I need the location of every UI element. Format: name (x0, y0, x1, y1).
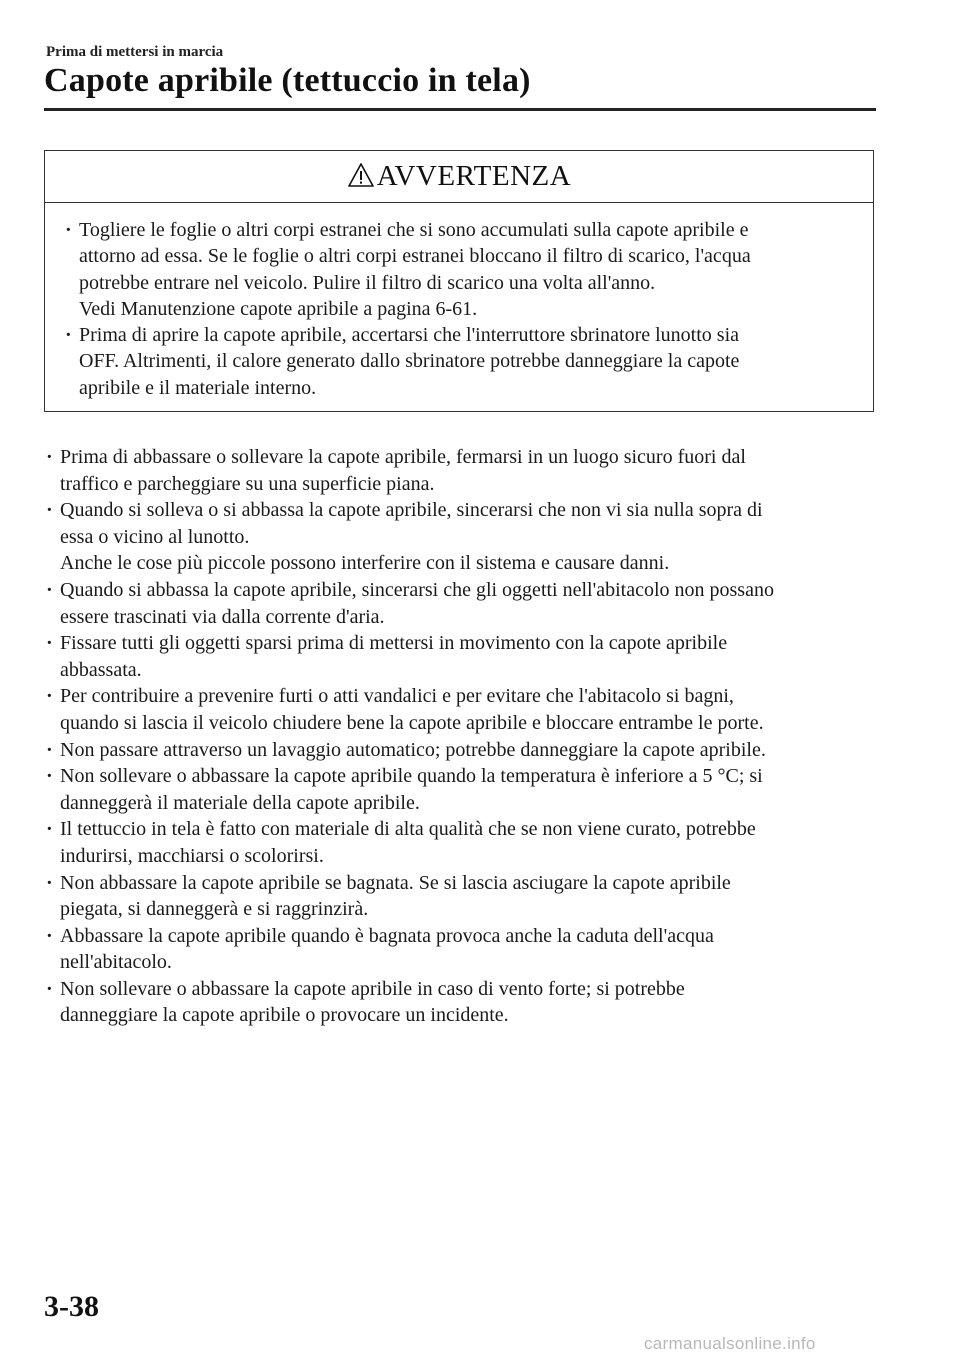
list-item (46, 683, 876, 736)
list-item-line: piegata, si danneggerà e si raggrinzirà. (60, 898, 369, 921)
list-item (46, 737, 876, 764)
list-item-line: essa o vicino al lunotto. (60, 525, 250, 548)
list-item-line: · Fissare tutti gli oggetti sparsi prima di mettersi in movimento con la capote apribile (60, 632, 728, 655)
list-item-line: · Il tettuccio in tela è fatto con materiale di alta qualità che se non viene curato, potrebbe (60, 818, 756, 841)
warning-header (45, 151, 873, 203)
list-item-line: · Non sollevare o abbassare la capote apribile quando la temperatura è inferiore a 5 °C; si (60, 765, 763, 788)
list-item-line: danneggiare la capote apribile o provocare un incidente. (60, 1004, 509, 1027)
list-item (46, 816, 876, 869)
list-item-line: attorno ad essa. Se le foglie o altri corpi estranei bloccano il filtro di scarico, l'acqua (79, 245, 751, 268)
list-item-line: · Quando si solleva o si abbassa la capote apribile, sincerarsi che non vi sia nulla sopra di (60, 499, 763, 522)
list-item-line: indurirsi, macchiarsi o scolorirsi. (60, 844, 324, 867)
list-item-line: OFF. Altrimenti, il calore generato dallo sbrinatore potrebbe danneggiare la capote (79, 350, 740, 373)
list-item-line: nell'abitacolo. (60, 951, 172, 974)
list-item-line: essere trascinati via dalla corrente d'aria. (60, 605, 385, 628)
warning-list (45, 203, 873, 401)
list-item-line: potrebbe entrare nel veicolo. Pulire il filtro di scarico una volta all'anno. (79, 271, 656, 294)
list-item (46, 444, 876, 497)
list-item (46, 577, 876, 630)
list-item (46, 870, 876, 923)
watermark: carmanualsonline.info (644, 1334, 816, 1353)
list-item (46, 976, 876, 1029)
list-item-line: danneggerà il materiale della capote apribile. (60, 791, 420, 814)
list-item (65, 217, 853, 322)
list-item-line: · Per contribuire a prevenire furti o atti vandalici e per evitare che l'abitacolo si bagni, (60, 685, 734, 708)
warning-triangle-icon (347, 162, 375, 188)
breadcrumb: Prima di mettersi in marcia (46, 44, 224, 60)
list-item-line: quando si lascia il veicolo chiudere bene la capote apribile e bloccare entrambe le porte. (60, 711, 764, 734)
page-number: 3-38 (44, 1290, 99, 1323)
list-item-line: Anche le cose più piccole possono interferire con il sistema e causare danni. (60, 552, 670, 575)
list-item-line: · Non sollevare o abbassare la capote apribile in caso di vento forte; si potrebbe (60, 977, 685, 1000)
page-title: Capote apribile (tettuccio in tela) (44, 62, 531, 99)
list-item (46, 923, 876, 976)
list-item-line: · Togliere le foglie o altri corpi estranei che si sono accumulati sulla capote apribile e (79, 219, 749, 241)
list-item (65, 322, 853, 401)
list-item-line: traffico e parcheggiare su una superficie piana. (60, 472, 435, 495)
warning-heading: AVVERTENZA (376, 160, 572, 192)
list-item-line: · Abbassare la capote apribile quando è bagnata provoca anche la caduta dell'acqua (60, 924, 714, 947)
title-rule (44, 108, 876, 111)
list-item-line: · Non abbassare la capote apribile se bagnata. Se si lascia asciugare la capote apribile (60, 871, 731, 894)
list-item-line: · Prima di abbassare o sollevare la capote apribile, fermarsi in un luogo sicuro fuori dal (60, 446, 746, 468)
caution-list (46, 444, 876, 1029)
list-item-line: apribile e il materiale interno. (79, 376, 317, 399)
list-item-line: · Quando si abbassa la capote apribile, sincerarsi che gli oggetti nell'abitacolo non possano (60, 578, 774, 601)
list-item-line: Vedi Manutenzione capote apribile a pagina 6-61. (79, 297, 478, 320)
list-item-line: · Non passare attraverso un lavaggio automatico; potrebbe danneggiare la capote apribile. (60, 738, 766, 761)
list-item-line: abbassata. (60, 658, 142, 681)
list-item-line: · Prima di aprire la capote apribile, accertarsi che l'interruttore sbrinatore lunotto sia (79, 324, 739, 347)
warning-box (44, 150, 874, 412)
list-item (46, 763, 876, 816)
list-item (46, 497, 876, 577)
list-item (46, 630, 876, 683)
